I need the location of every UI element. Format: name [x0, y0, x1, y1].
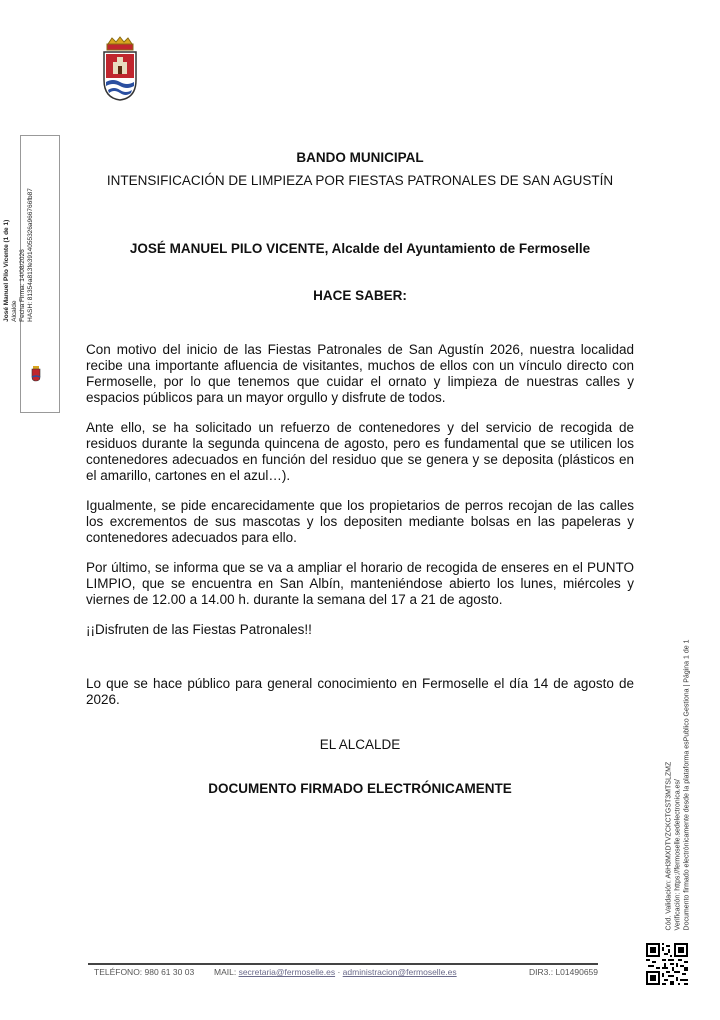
footer-mail-separator: ·: [337, 967, 341, 977]
municipal-coat-of-arms-logo: [98, 36, 142, 102]
validation-code: Cód. Validación: A6H3MXDTVZCKCTGST3MTSLZMZ: [665, 761, 673, 931]
closing-statement: Lo que se hace público para general conocimiento en Fermoselle el día 14 de agosto de 2026.: [86, 676, 634, 707]
document-subtitle: INTENSIFICACIÓN DE LIMPIEZA POR FIESTAS PATRONALES DE SAN AGUSTÍN: [106, 173, 614, 188]
body-paragraph: ¡¡Disfruten de las Fiestas Patronales!!: [86, 622, 312, 637]
platform-note: Documento firmado electrónicamente desde la plataforma esPublico Gestiona | Página 1 de 1: [683, 639, 691, 931]
footer-mail: [214, 967, 457, 977]
body-paragraph: Con motivo del inicio de las Fiestas Patronales de San Agustín 2026, nuestra localidad recibe una importante afluencia de visitantes, muchos de ellos con un vínculo directo con Fermoselle, por lo que tenemos que cuidar el ornato y limpieza de nuestras calles y espacios públicos para un mayor orgullo y disfrute de todos.: [86, 342, 634, 405]
footer-mail-administracion-link[interactable]: administracion@fermoselle.es: [342, 967, 457, 977]
announcement-body: [86, 342, 634, 652]
signer-name: José Manuel Pilo Vicente (1 de 1): [3, 219, 10, 322]
document-title: BANDO MUNICIPAL: [296, 150, 424, 165]
body-paragraph: Ante ello, se ha solicitado un refuerzo de contenedores y del servicio de recogida de residuos durante la segunda quincena de agosto, pero es fundamental que se utilicen los contenedores adecuados en función del residuo que se genera y se deposita (plásticos en el amarillo, cartones en el azul…).: [86, 420, 634, 483]
signature-date: Fecha Firma: 14/08/2026: [19, 249, 26, 322]
footer-mail-label: MAIL:: [214, 967, 237, 977]
qr-code-icon: [646, 943, 688, 985]
stamp-coat-icon: [31, 366, 41, 382]
body-paragraph: Igualmente, se pide encarecidamente que los propietarios de perros recojan de las calles los excrementos de sus mascotas y los depositen mediante bolsas en las papeleras y contenedores adecuados para ello.: [86, 498, 634, 545]
footer-divider: [88, 963, 598, 965]
hace-saber-heading: HACE SABER:: [313, 288, 407, 303]
footer-dir3: DIR3.: L01490659: [529, 967, 598, 977]
electronic-signature-note: DOCUMENTO FIRMADO ELECTRÓNICAMENTE: [208, 781, 512, 796]
signature-role: EL ALCALDE: [319, 737, 401, 752]
footer-mail-secretaria-link[interactable]: secretaria@fermoselle.es: [238, 967, 336, 977]
signer-role: Alcalde: [11, 300, 18, 322]
body-paragraph: Por último, se informa que se va a ampliar el horario de recogida de enseres en el PUNTO LIMPIO, que se encuentra en San Albín, manteniéndose abierto los lunes, miércoles y viernes de 12.00 a 14.00 h. durante la semana del 17 a 21 de agosto.: [86, 560, 634, 607]
verification-url[interactable]: Verificación: https://fermoselle.sedelectronica.es/: [674, 779, 682, 931]
mayor-line: JOSÉ MANUEL PILO VICENTE, Alcalde del Ayuntamiento de Fermoselle: [129, 241, 591, 256]
footer-phone: TELÉFONO: 980 61 30 03: [94, 967, 195, 977]
signature-hash: HASH: 81354a813fe3914055326a966766fb87: [27, 188, 34, 322]
